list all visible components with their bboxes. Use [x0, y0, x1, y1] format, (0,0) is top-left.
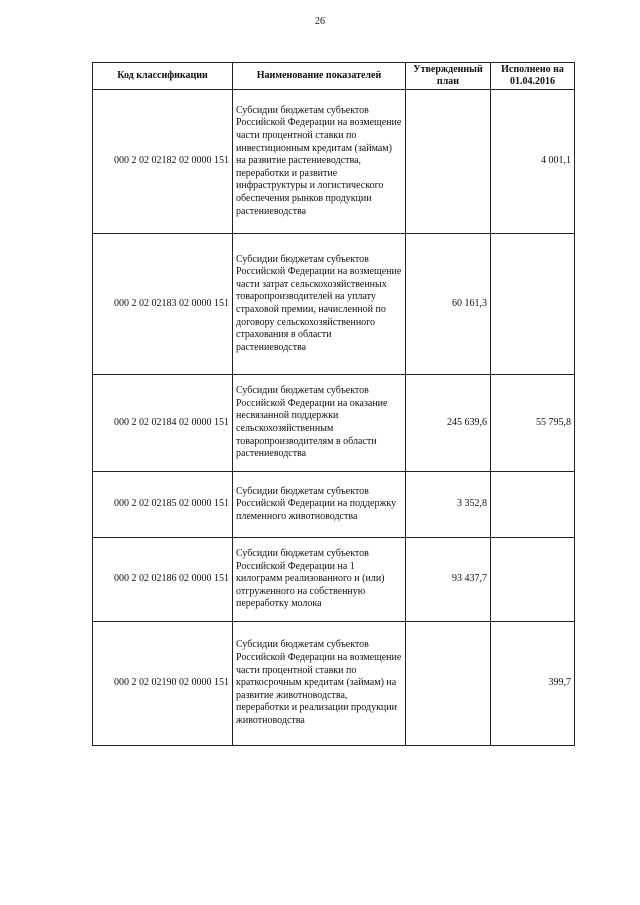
row-done: 55 795,8	[491, 375, 575, 472]
row-name: Субсидии бюджетам субъектов Российской Федерации на возмещение части процентной ставки по краткосрочным кредитам (займам) на развитие животноводства, переработки и реализации продукции животноводства	[233, 622, 406, 746]
row-plan: 245 639,6	[406, 375, 491, 472]
header-plan: Утвержденный план	[406, 63, 491, 90]
row-code: 000 2 02 02183 02 0000 151	[93, 234, 233, 375]
table-header-row	[93, 63, 575, 90]
row-done	[491, 234, 575, 375]
table-row	[93, 234, 575, 375]
header-name: Наименование показателей	[233, 63, 406, 90]
row-code: 000 2 02 02182 02 0000 151	[93, 90, 233, 234]
row-code: 000 2 02 02190 02 0000 151	[93, 622, 233, 746]
row-plan	[406, 90, 491, 234]
table-row	[93, 538, 575, 622]
row-done	[491, 472, 575, 538]
table-row	[93, 622, 575, 746]
row-plan: 93 437,7	[406, 538, 491, 622]
page-number: 26	[315, 16, 325, 27]
row-name: Субсидии бюджетам субъектов Российской Федерации на возмещение части процентной ставки по инвестиционным кредитам (займам) на развитие растениеводства, переработки и развитие инфраструктуры и логистического обеспечения рынков продукции растениеводства	[233, 90, 406, 234]
row-done: 399,7	[491, 622, 575, 746]
row-plan	[406, 622, 491, 746]
row-done	[491, 538, 575, 622]
row-code: 000 2 02 02185 02 0000 151	[93, 472, 233, 538]
row-name: Субсидии бюджетам субъектов Российской Федерации на возмещение части затрат сельскохозяйственных товаропроизводителей на уплату страховой премии, начисленной по договору сельскохозяйственного страхования в области растениеводства	[233, 234, 406, 375]
row-name: Субсидии бюджетам субъектов Российской Федерации на 1 килограмм реализованного и (или) отгруженного на собственную переработку молока	[233, 538, 406, 622]
row-code: 000 2 02 02186 02 0000 151	[93, 538, 233, 622]
budget-table	[92, 62, 575, 746]
row-name: Субсидии бюджетам субъектов Российской Федерации на оказание несвязанной поддержки сельскохозяйственным товаропроизводителям в области растениеводства	[233, 375, 406, 472]
row-name: Субсидии бюджетам субъектов Российской Федерации на поддержку племенного животноводства	[233, 472, 406, 538]
header-done: Исполнено на 01.04.2016	[491, 63, 575, 90]
row-code: 000 2 02 02184 02 0000 151	[93, 375, 233, 472]
row-plan: 60 161,3	[406, 234, 491, 375]
table-row	[93, 375, 575, 472]
table-row	[93, 472, 575, 538]
row-done: 4 001,1	[491, 90, 575, 234]
row-plan: 3 352,8	[406, 472, 491, 538]
table-row	[93, 90, 575, 234]
header-code: Код классификации	[93, 63, 233, 90]
